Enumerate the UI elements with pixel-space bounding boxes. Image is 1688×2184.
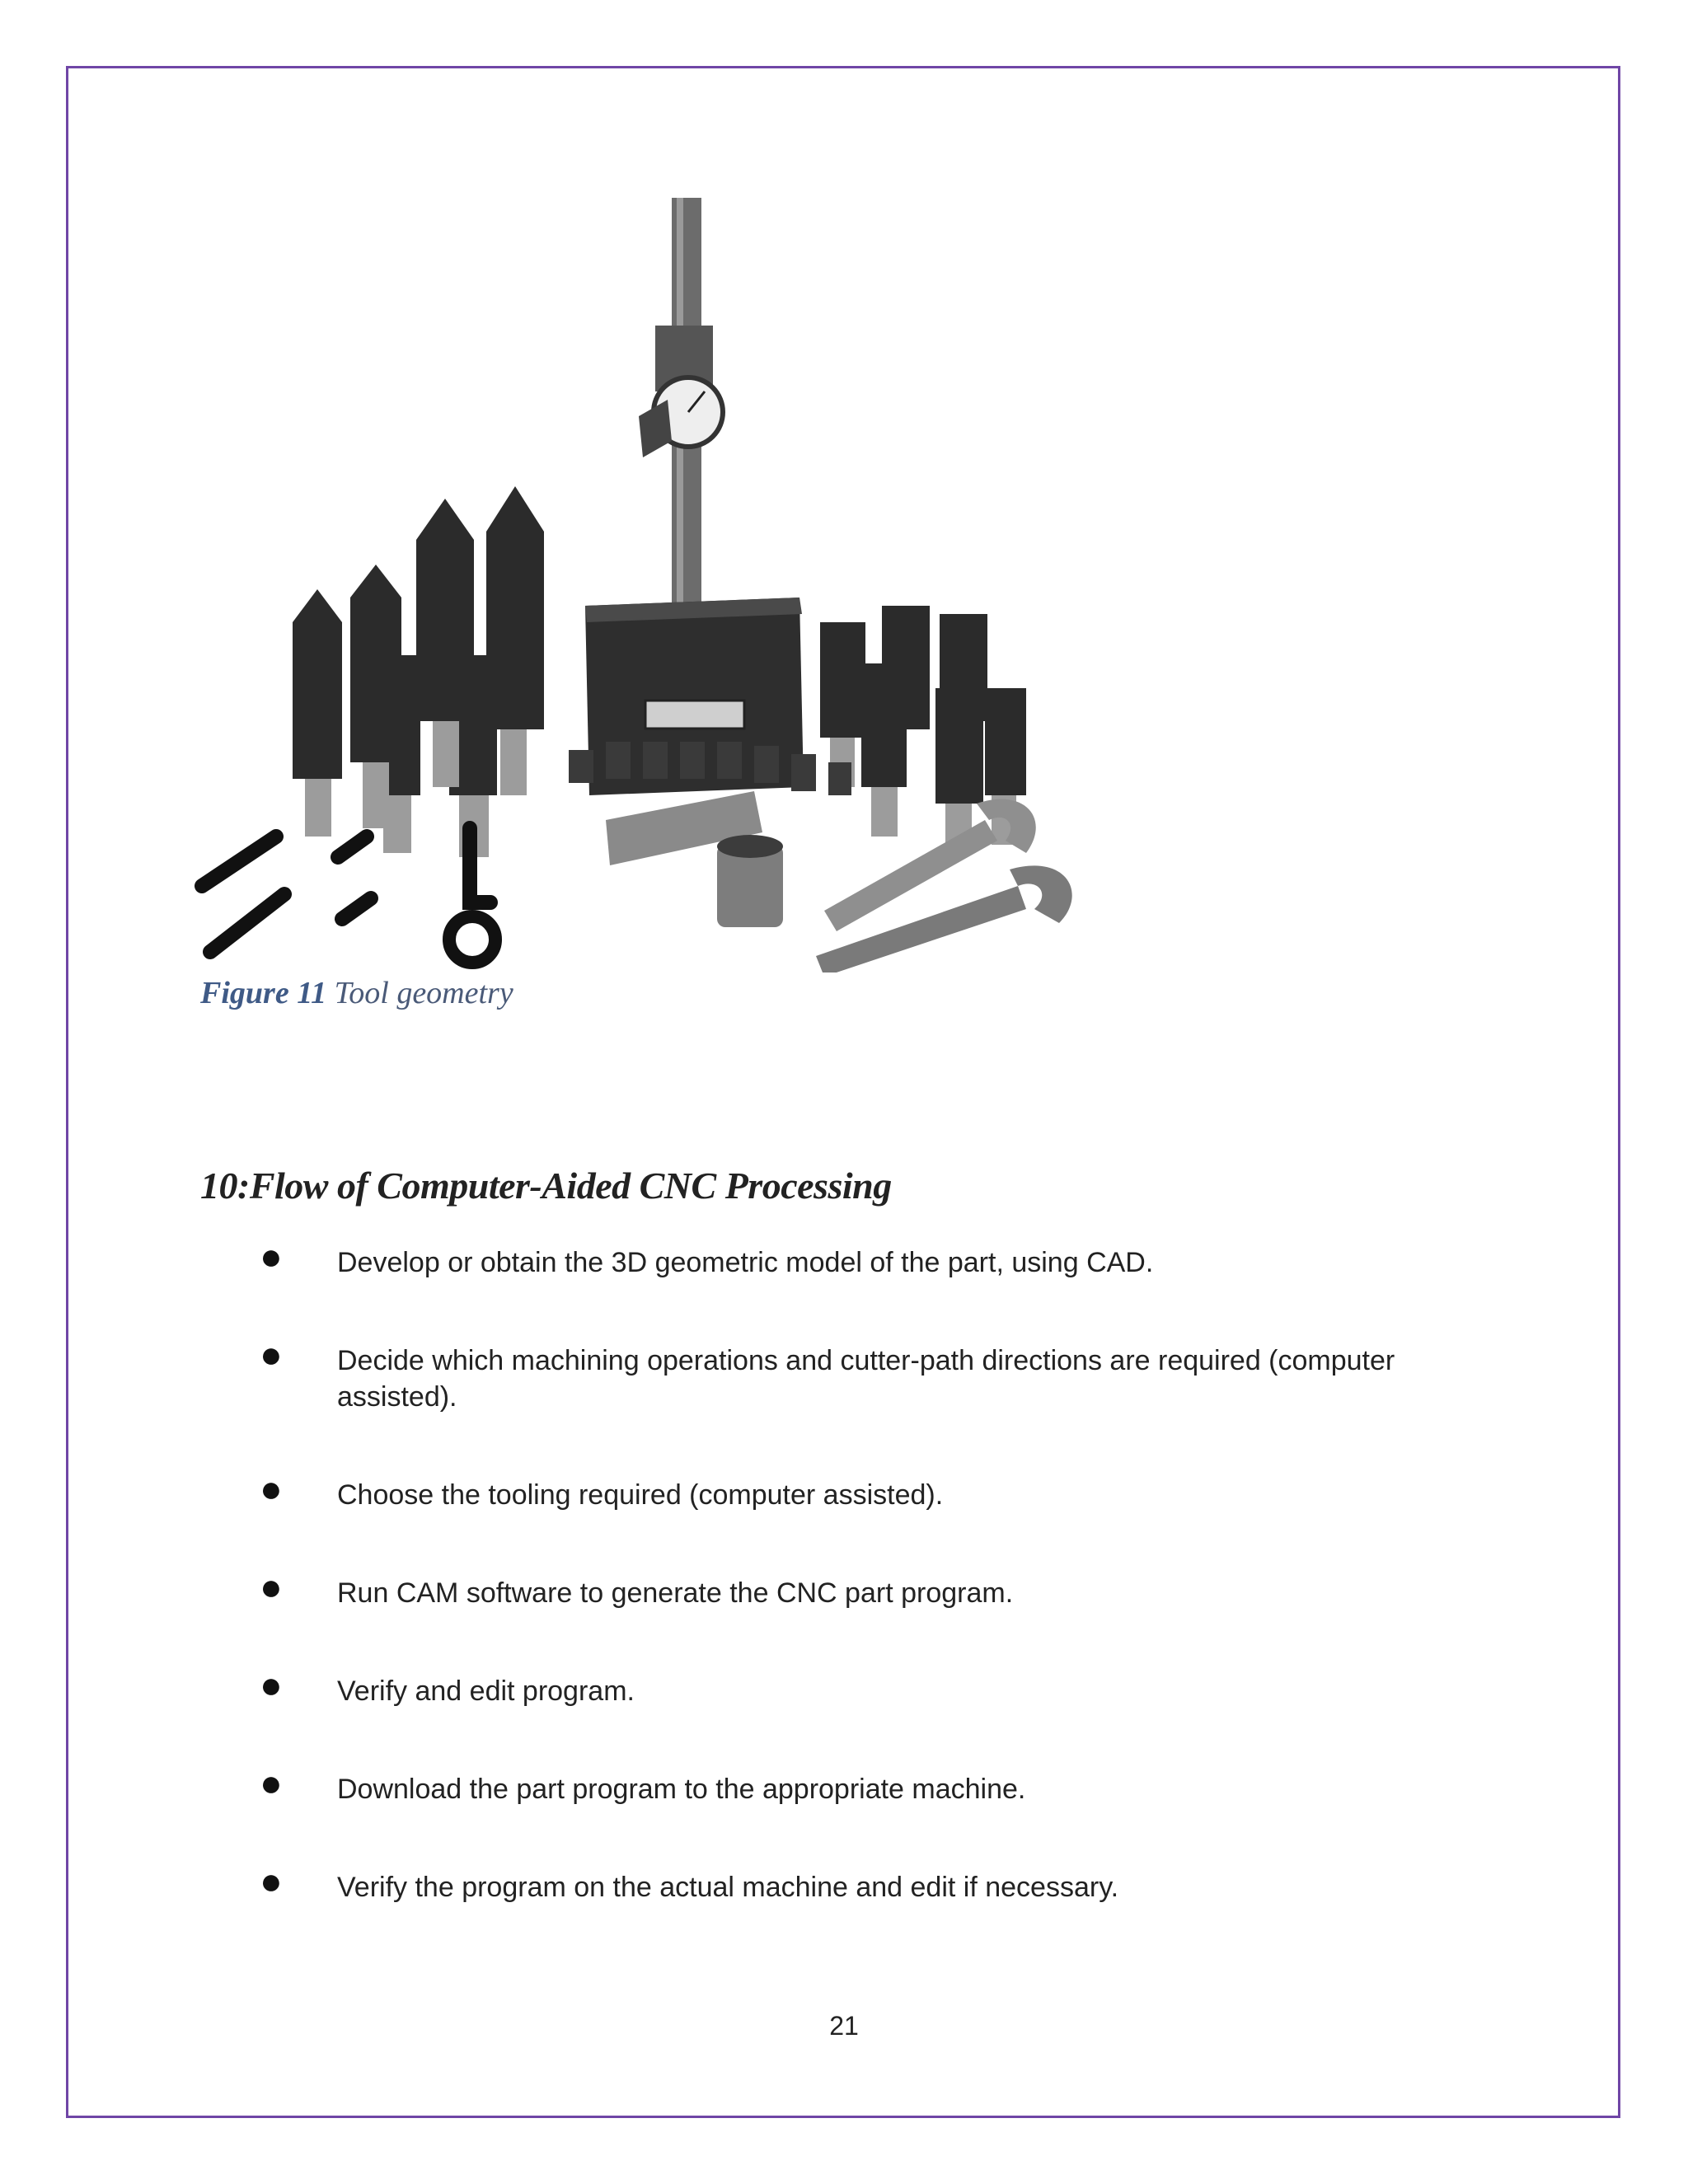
section-heading: 10:Flow of Computer-Aided CNC Processing	[200, 1165, 892, 1207]
bullet-icon: ●	[260, 1333, 283, 1376]
figure-caption-text: Tool geometry	[334, 976, 513, 1010]
list-item	[260, 1333, 1430, 1415]
list-item-text: Choose the tooling required (computer assisted).	[337, 1479, 944, 1511]
bullet-icon: ●	[260, 1859, 283, 1902]
bullet-icon: ●	[260, 1235, 283, 1277]
tooling-kit-figure	[194, 194, 1084, 972]
list-item	[260, 1761, 1430, 1807]
list-item-text: Develop or obtain the 3D geometric model of the part, using CAD.	[337, 1247, 1154, 1278]
list-item	[260, 1663, 1430, 1709]
list-item	[260, 1859, 1430, 1905]
list-item	[260, 1565, 1430, 1611]
list-item-text: Verify the program on the actual machine and edit if necessary.	[337, 1872, 1119, 1903]
list-item	[260, 1235, 1430, 1281]
figure-caption-label: Figure 11	[200, 976, 327, 1010]
bullet-icon: ●	[260, 1761, 283, 1804]
list-item-text: Download the part program to the appropriate machine.	[337, 1774, 1026, 1805]
process-steps-list	[260, 1235, 1430, 1967]
list-item	[260, 1467, 1430, 1513]
list-item-text: Verify and edit program.	[337, 1675, 635, 1707]
bullet-icon: ●	[260, 1663, 283, 1706]
bullet-icon: ●	[260, 1467, 283, 1510]
figure-caption	[200, 975, 513, 1011]
page-number: 21	[829, 2011, 859, 2041]
list-item-text: Run CAM software to generate the CNC part program.	[337, 1577, 1014, 1609]
list-item-text: Decide which machining operations and cutter-path directions are required (computer assisted).	[337, 1345, 1395, 1413]
bullet-icon: ●	[260, 1565, 283, 1608]
